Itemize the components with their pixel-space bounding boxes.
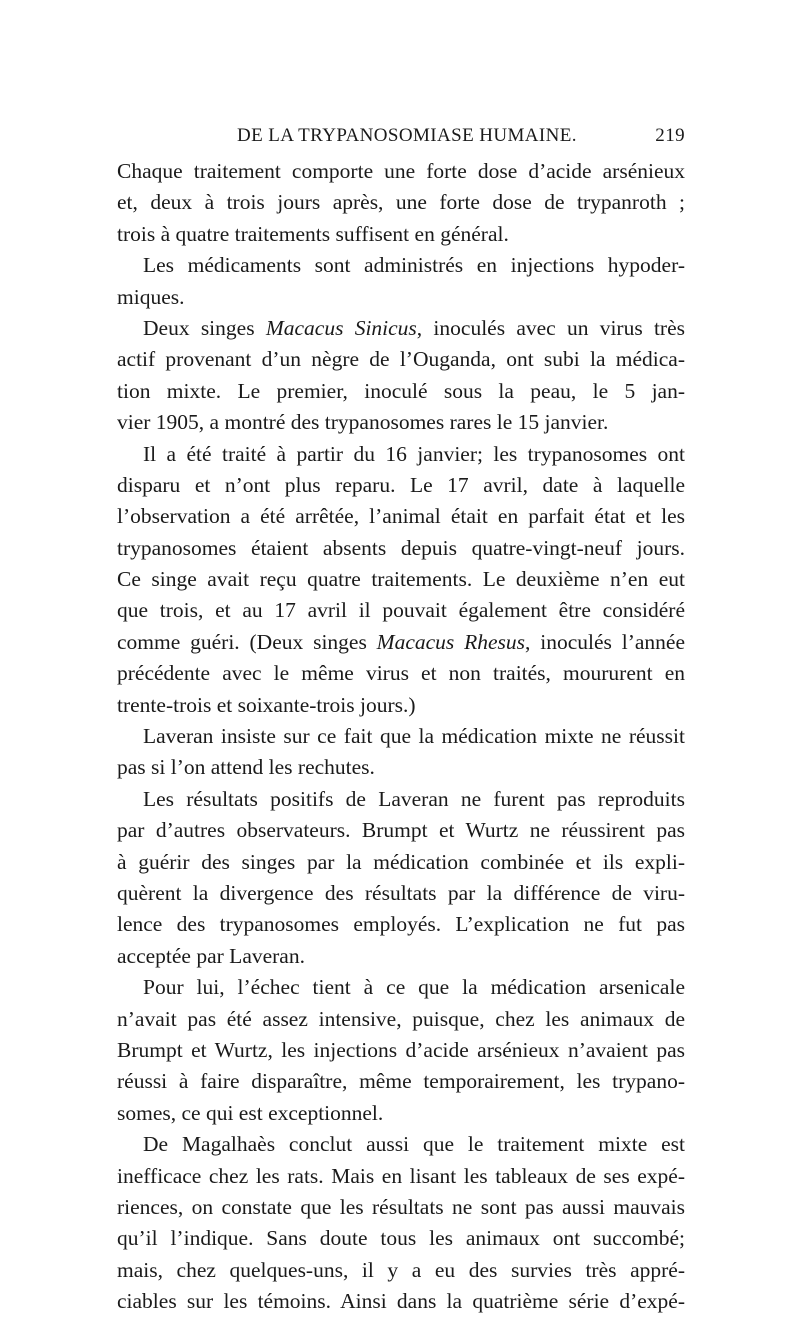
text-segment: trente-trois et soixante-trois jours.) xyxy=(117,692,416,717)
text-segment: De Magalhaès conclut aussi que le traitement mixte est xyxy=(143,1132,685,1157)
text-line xyxy=(117,1192,685,1223)
text-segment: par d’autres observateurs. Brumpt et Wurtz ne réussirent pas xyxy=(117,818,685,843)
body-text xyxy=(117,156,685,1317)
text-line xyxy=(117,1223,685,1254)
text-line xyxy=(117,439,685,470)
text-segment: inefficace chez les rats. Mais en lisant les tableaux de ses expé- xyxy=(117,1163,685,1188)
text-line xyxy=(117,470,685,501)
text-segment: miques. xyxy=(117,284,185,309)
text-segment: Les médicaments sont administrés en injections hypoder- xyxy=(143,253,685,278)
text-line xyxy=(117,219,685,250)
text-line xyxy=(117,909,685,940)
page-number: 219 xyxy=(655,125,685,146)
text-segment: précédente avec le même virus et non traités, moururent en xyxy=(117,661,685,686)
text-segment: comme guéri. (Deux singes xyxy=(117,629,377,654)
text-segment: pas si l’on attend les rechutes. xyxy=(117,755,375,780)
text-segment: , inoculés avec un virus très xyxy=(416,315,685,340)
text-line xyxy=(117,250,685,281)
text-line xyxy=(117,752,685,783)
text-segment: tion mixte. Le premier, inoculé sous la peau, le 5 jan- xyxy=(117,378,685,403)
text-segment: , inoculés l’année xyxy=(525,629,685,654)
text-line xyxy=(117,1004,685,1035)
text-line xyxy=(117,344,685,375)
text-line xyxy=(117,784,685,815)
text-segment: à guérir des singes par la médication combinée et ils expli- xyxy=(117,849,685,874)
text-line xyxy=(117,1098,685,1129)
text-line xyxy=(117,878,685,909)
text-line xyxy=(117,1035,685,1066)
text-line xyxy=(117,847,685,878)
text-segment: que trois, et au 17 avril il pouvait également être considéré xyxy=(117,598,685,623)
text-line xyxy=(117,376,685,407)
text-line xyxy=(117,627,685,658)
text-segment: Brumpt et Wurtz, les injections d’acide arsénieux n’avaient pas xyxy=(117,1037,685,1062)
text-line xyxy=(117,1255,685,1286)
text-line xyxy=(117,282,685,313)
text-segment: acceptée par Laveran. xyxy=(117,943,305,968)
text-segment: somes, ce qui est exceptionnel. xyxy=(117,1100,384,1125)
text-segment: trypanosomes étaient absents depuis quatre-vingt-neuf jours. xyxy=(117,535,685,560)
text-line xyxy=(117,501,685,532)
text-line xyxy=(117,1161,685,1192)
text-line xyxy=(117,972,685,1003)
italic-text: Macacus Sinicus xyxy=(265,315,417,340)
text-segment: l’observation a été arrêtée, l’animal était en parfait état et les xyxy=(117,504,685,529)
text-line xyxy=(117,1286,685,1317)
italic-text: Macacus Rhesus xyxy=(376,629,526,654)
text-segment: mais, chez quelques-uns, il y a eu des survies très appré- xyxy=(117,1257,685,1282)
text-segment: Les résultats positifs de Laveran ne furent pas reproduits xyxy=(143,786,685,811)
text-segment: lence des trypanosomes employés. L’explication ne fut pas xyxy=(117,912,685,937)
text-line xyxy=(117,721,685,752)
running-title: DE LA TRYPANOSOMIASE HUMAINE. xyxy=(237,125,577,146)
text-segment: qu’il l’indique. Sans doute tous les animaux ont succombé; xyxy=(117,1226,685,1251)
text-line xyxy=(117,156,685,187)
text-line xyxy=(117,690,685,721)
text-segment: n’avait pas été assez intensive, puisque, chez les animaux de xyxy=(117,1006,685,1031)
text-line xyxy=(117,407,685,438)
text-line xyxy=(117,564,685,595)
text-segment: Il a été traité à partir du 16 janvier; les trypanosomes ont xyxy=(143,441,685,466)
text-segment: Ce singe avait reçu quatre traitements. Le deuxième n’en eut xyxy=(117,567,685,592)
text-segment: actif provenant d’un nègre de l’Ouganda, ont subi la médica- xyxy=(117,347,685,372)
text-line xyxy=(117,658,685,689)
text-line xyxy=(117,1129,685,1160)
text-segment: ciables sur les témoins. Ainsi dans la quatrième série d’expé- xyxy=(117,1289,685,1314)
text-segment: Deux singes xyxy=(143,315,266,340)
text-line xyxy=(117,1066,685,1097)
text-segment: Pour lui, l’échec tient à ce que la médication arsenicale xyxy=(143,975,685,1000)
text-line xyxy=(117,595,685,626)
text-segment: Chaque traitement comporte une forte dose d’acide arsénieux xyxy=(117,159,685,183)
text-line xyxy=(117,533,685,564)
text-segment: disparu et n’ont plus reparu. Le 17 avril, date à laquelle xyxy=(117,472,685,497)
text-segment: réussi à faire disparaître, même temporairement, les trypano- xyxy=(117,1069,685,1094)
text-segment: quèrent la divergence des résultats par la différence de viru- xyxy=(117,880,685,905)
text-line xyxy=(117,941,685,972)
running-head xyxy=(117,125,685,153)
text-segment: vier 1905, a montré des trypanosomes rares le 15 janvier. xyxy=(117,410,609,435)
text-line xyxy=(117,187,685,218)
text-segment: et, deux à trois jours après, une forte dose de trypanroth ; xyxy=(117,190,685,215)
text-segment: trois à quatre traitements suffisent en général. xyxy=(117,221,509,246)
text-line xyxy=(117,313,685,344)
text-segment: Laveran insiste sur ce fait que la médication mixte ne réussit xyxy=(143,724,685,749)
text-segment: riences, on constate que les résultats ne sont pas aussi mauvais xyxy=(117,1194,685,1219)
text-line xyxy=(117,815,685,846)
